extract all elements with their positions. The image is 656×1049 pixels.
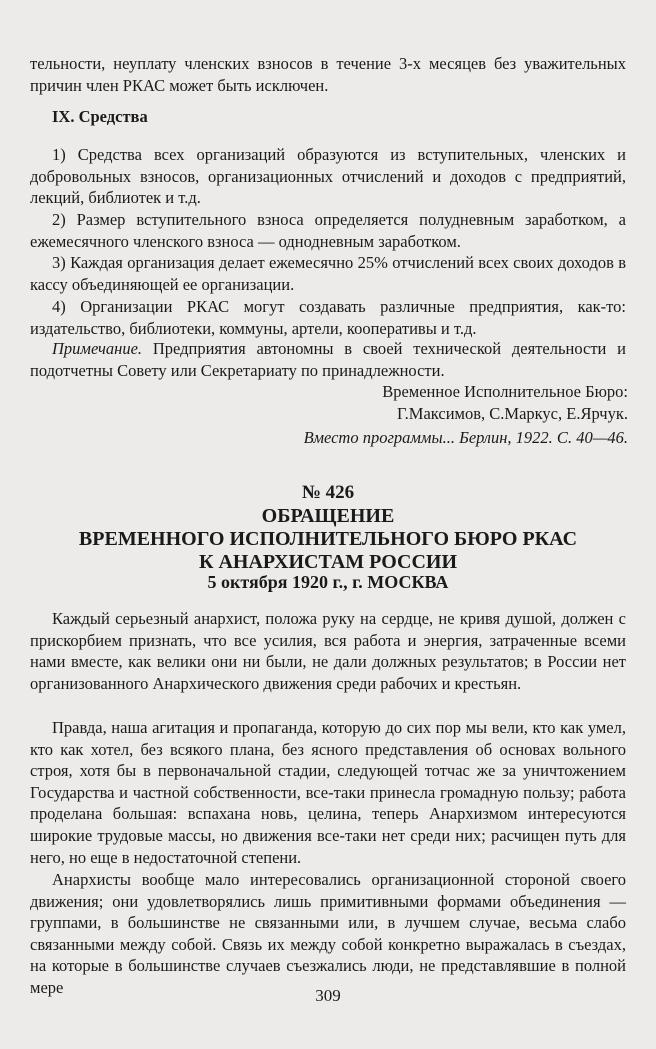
item-4: 4) Организации РКАС могут создавать различные предприятия, как-то: издательство, библиотеки, коммуны, артели, кооперативы и т.д.: [30, 297, 626, 338]
signature-title: Временное Исполнительное Бюро:: [382, 382, 628, 401]
continuation-paragraph: тельности, неуплату членских взносов в течение 3-х месяцев без уважительных причин член РКАС может быть исключен.: [30, 54, 626, 95]
body-paragraph-1: Каждый серьезный анархист, положа руку на сердце, не кривя душой, должен с прискорбием признать, что все усилия, вся работа и энергия, затраченные всеми нами вместе, как велики они ни были, не дали должных результатов; в России нет организованного Анархического движения среди рабочих и крестьян.: [30, 609, 626, 693]
document-title-line-3: К АНАРХИСТАМ РОССИИ: [198, 551, 458, 573]
note-label: Примечание.: [52, 339, 143, 358]
body-paragraph-3: Анархисты вообще мало интересовались организационной стороной своего движения; они удовлетворялись лишь примитивными формами объединения — группами, в большинстве не связанными или, в лучшем случае, весьма слабо связанными между собой. Связь их между собой конкретно выражалась в съездах, на которые в большинстве случаев съезжались люди, не представлявшие в полной мере: [30, 870, 626, 997]
document-title-line-2: ВРЕМЕННОГО ИСПОЛНИТЕЛЬНОГО БЮРО РКАС: [78, 528, 578, 550]
document-number: № 426: [301, 482, 355, 503]
item-2: 2) Размер вступительного взноса определяется полудневным заработком, а ежемесячного членского взноса — однодневным заработком.: [30, 210, 626, 251]
signature-names: Г.Максимов, С.Маркус, Е.Ярчук.: [396, 403, 628, 423]
note-paragraph: [30, 338, 626, 381]
document-date: 5 октября 1920 г., г. МОСКВА: [207, 572, 449, 592]
item-3: 3) Каждая организация делает ежемесячно 25% отчислений всех своих доходов в кассу объединяющей ее организации.: [30, 253, 626, 294]
note-text: Предприятия автономны в своей технической деятельности и подотчетны Совету или Секретариату по принадлежности.: [30, 339, 626, 380]
item-1: 1) Средства всех организаций образуются из вступительных, членских и добровольных взносов, организационных отчислений и доходов с предприятий, лекций, библиотек и т.д.: [30, 145, 626, 208]
signature-block: [382, 381, 628, 424]
page-number: 309: [315, 986, 341, 1005]
section-heading: IX. Средства: [52, 107, 148, 126]
body-paragraph-2: Правда, наша агитация и пропаганда, которую до сих пор мы вели, кто как умел, кто как хотел, без всякого плана, без ясного представления об основах вольного строя, хотя бы в первоначальной стадии, следующей тотчас же за уничтожением Государства и частной собственности, все-таки принесла громадную пользу; работа проделана большая: вспахана новь, целина, теперь Анархизмом интересуются широкие трудовые массы, но движения все-таки нет среди них; расчищен путь для него, но еще в недостаточной степени.: [30, 718, 626, 867]
document-title: [0, 505, 656, 574]
document-title-line-1: ОБРАЩЕНИЕ: [261, 505, 395, 527]
source-citation: Вместо программы... Берлин, 1922. С. 40—46.: [303, 428, 628, 447]
